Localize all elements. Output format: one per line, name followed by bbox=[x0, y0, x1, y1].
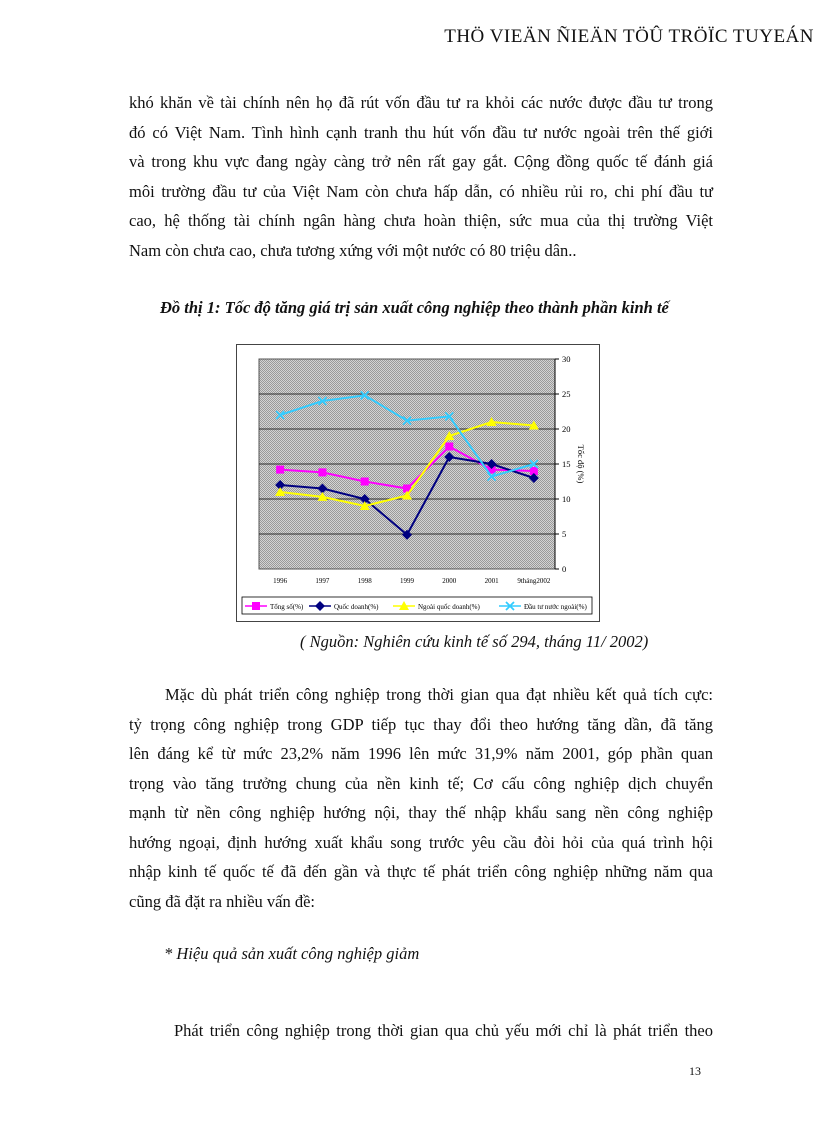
legend-label: Đầu tư nước ngoài(%) bbox=[524, 603, 587, 611]
data-point-square bbox=[445, 443, 453, 451]
y-tick-label: 10 bbox=[562, 494, 571, 504]
text-line: lên đáng kể từ mức 23,2% năm 1996 lên mức 31,9% năm 2001, góp phần quan bbox=[129, 744, 713, 763]
data-point-square bbox=[276, 466, 284, 474]
y-tick-label: 25 bbox=[562, 389, 571, 399]
legend-label: Quốc doanh(%) bbox=[334, 603, 379, 611]
text-line: và trong khu vực đang ngày càng trở nên rất gay gắt. Cộng đồng quốc tế đánh giá bbox=[129, 152, 713, 171]
page-number: 13 bbox=[689, 1064, 701, 1078]
line-chart bbox=[237, 345, 599, 621]
chart-legend bbox=[242, 597, 592, 614]
x-tick-label: 2000 bbox=[442, 577, 457, 585]
section-heading: * Hiệu quả sản xuất công nghiệp giảm bbox=[164, 944, 420, 963]
text-line: nhập kinh tế quốc tế đã đến gần và thực tế phát triển công nghiệp những năm qua bbox=[129, 862, 713, 881]
page-header-title: THÖ VIEÄN ÑIEÄN TÖÛ TRÖÏC TUYEÁN bbox=[444, 26, 814, 47]
text-line: môi trường đầu tư của Việt Nam còn chưa hấp dẫn, có nhiều rủi ro, chi phí đầu tư bbox=[129, 181, 713, 201]
x-tick-label: 1997 bbox=[315, 577, 330, 585]
text-line: Mặc dù phát triển công nghiệp trong thời gian qua đạt nhiều kết quả tích cực: bbox=[165, 685, 713, 704]
figure-source: ( Nguồn: Nghiên cứu kinh tế số 294, tháng 11/ 2002) bbox=[300, 632, 649, 651]
text-line: đó có Việt Nam. Tình hình cạnh tranh thu hút vốn đầu tư nước ngoài trên thế giới bbox=[129, 122, 713, 142]
x-tick-label: 1996 bbox=[273, 577, 288, 585]
data-point-square bbox=[252, 602, 260, 610]
x-tick-label: 1998 bbox=[357, 577, 372, 585]
y-axis-label: Tốc độ (%) bbox=[576, 444, 586, 484]
legend-label: Tổng số(%) bbox=[270, 603, 304, 611]
x-tick-label: 2001 bbox=[484, 577, 499, 585]
paragraph-3 bbox=[129, 1016, 713, 1046]
y-tick-label: 15 bbox=[562, 459, 571, 469]
y-tick-label: 0 bbox=[562, 564, 567, 574]
text-line: mạnh từ nền công nghiệp hướng nội, thay thế nhập khẩu sang nền công nghiệp bbox=[129, 803, 713, 822]
legend-label: Ngoài quốc doanh(%) bbox=[418, 603, 480, 611]
text-line: khó khăn về tài chính nên họ đã rút vốn đầu tư ra khỏi các nước được đầu tư trong bbox=[129, 93, 713, 112]
data-point-square bbox=[318, 468, 326, 476]
x-tick-label: 1999 bbox=[400, 577, 414, 585]
text-line: cũng đã đặt ra nhiều vấn đề: bbox=[129, 891, 316, 911]
text-line: cao, hệ thống tài chính ngân hàng chưa hoàn thiện, sức mua của thị trường Việt bbox=[129, 211, 713, 230]
y-tick-label: 30 bbox=[562, 354, 571, 364]
paragraph-1 bbox=[129, 88, 713, 265]
text-line: trọng vào tăng trưởng chung của nền kinh tế; Cơ cấu công nghiệp dịch chuyển bbox=[129, 773, 713, 793]
figure-caption: Đồ thị 1: Tốc độ tăng giá trị sản xuất công nghiệp theo thành phần kinh tế bbox=[160, 298, 669, 317]
y-tick-label: 20 bbox=[562, 424, 571, 434]
x-tick-label: 9tháng2002 bbox=[517, 577, 551, 585]
text-line: Phát triển công nghiệp trong thời gian qua chủ yếu mới chỉ là phát triển theo bbox=[174, 1021, 713, 1040]
text-line: tỷ trọng công nghiệp trong GDP tiếp tục thay đổi theo hướng tăng dần, đã tăng bbox=[129, 714, 713, 734]
text-line: Nam còn chưa cao, chưa tương xứng với một nước có 80 triệu dân.. bbox=[129, 240, 577, 260]
paragraph-2 bbox=[129, 680, 713, 916]
y-tick-label: 5 bbox=[562, 529, 567, 539]
chart-frame bbox=[236, 344, 600, 622]
data-point-square bbox=[361, 478, 369, 486]
text-line: hướng ngoại, định hướng xuất khẩu song trước yêu cầu đòi hỏi của quá trình hội bbox=[129, 832, 713, 852]
